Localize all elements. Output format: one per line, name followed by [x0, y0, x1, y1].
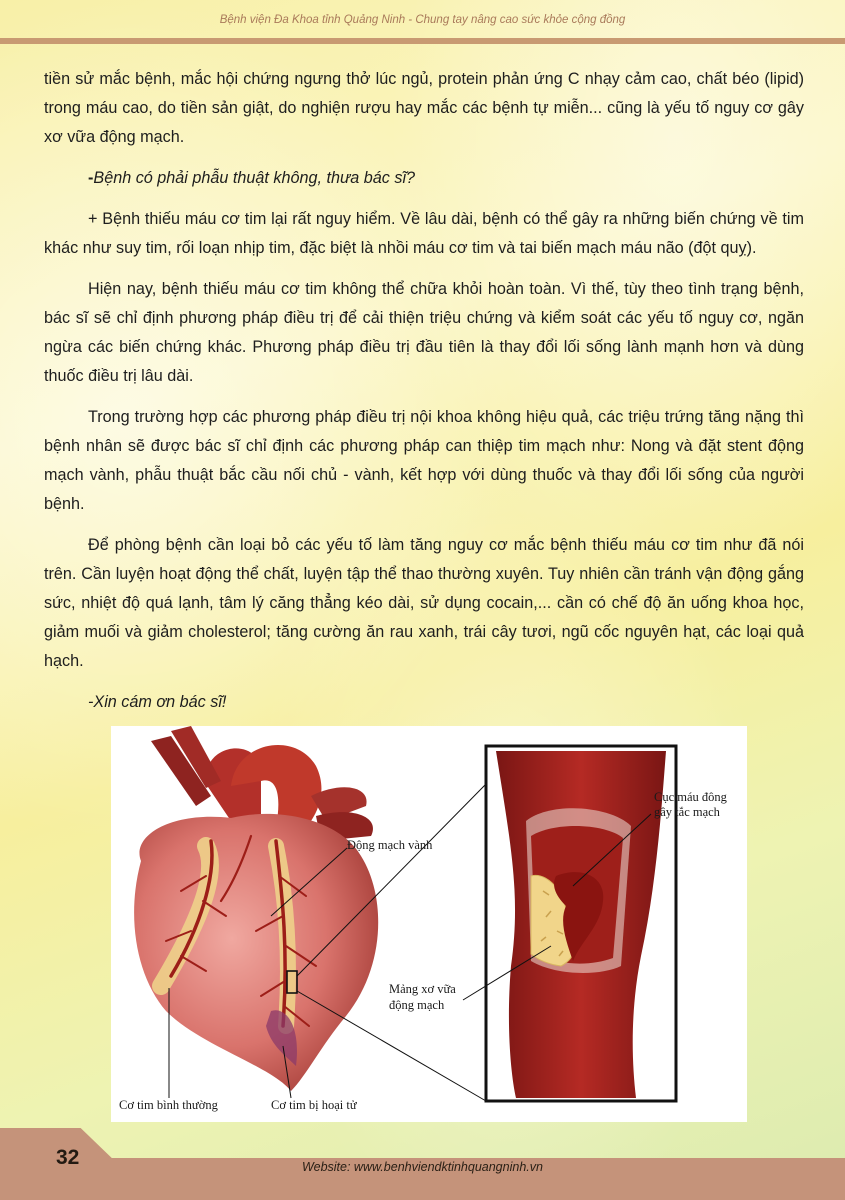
question-dash: - [88, 169, 94, 187]
paragraph-treatment: Hiện nay, bệnh thiếu máu cơ tim không thể chữa khỏi hoàn toàn. Vì thế, tùy theo tình trạng bệnh, bác sĩ sẽ chỉ định phương pháp điều trị để cải thiện triệu chứng và kiểm soát các yếu tố nguy cơ, ngăn ngừa các biến chứng khác. Phương pháp điều trị đầu tiên là thay đổi lối sống lành mạnh hơn và dùng thuốc điều trị lâu dài. [44, 280, 804, 385]
question-text: Bệnh có phải phẫu thuật không, thưa bác sĩ? [93, 169, 416, 187]
label-coronary-artery: Động mạch vành [347, 838, 433, 852]
heart-illustration [111, 726, 747, 1122]
label-plaque-line1: Mảng xơ vữa [389, 982, 456, 996]
question-surgery [44, 164, 804, 193]
page-number: 32 [56, 1146, 80, 1169]
label-normal-muscle: Cơ tim bình thường [119, 1098, 218, 1112]
article-body [44, 65, 804, 729]
label-clot-line2: gây tắc mạch [654, 805, 720, 819]
label-clot-line1: Cục máu đông [654, 790, 727, 804]
paragraph-danger: + Bệnh thiếu máu cơ tim lại rất nguy hiểm. Về lâu dài, bệnh có thể gây ra những biến chứng về tim khác như suy tim, rối loạn nhịp tim, đặc biệt là nhồi máu cơ tim và tai biến mạch máu não (đột quỵ). [44, 210, 804, 257]
header-rule [0, 38, 845, 44]
label-plaque-line2: động mạch [389, 998, 445, 1012]
closing-thanks: -Xin cám ơn bác sĩ! [88, 693, 227, 711]
heart-diagram [111, 726, 747, 1122]
paragraph-prevention: Để phòng bệnh cần loại bỏ các yếu tố làm tăng nguy cơ mắc bệnh thiếu máu cơ tim như đã nói trên. Cần luyện hoạt động thể chất, luyện tập thể thao thường xuyên. Tuy nhiên cần tránh vận động gắng sức, nhiệt độ quá lạnh, tâm lý căng thẳng kéo dài, sử dụng cocain,... cần có chế độ ăn uống khoa học, giảm muối và giảm cholesterol; tăng cường ăn rau xanh, trái cây tươi, ngũ cốc nguyên hạt, các loại quả hạch. [44, 536, 804, 670]
label-necrotic-muscle: Cơ tim bị hoại tử [271, 1098, 357, 1112]
running-header: Bệnh viện Đa Khoa tỉnh Quảng Ninh - Chung tay nâng cao sức khỏe cộng đồng [219, 14, 626, 26]
paragraph-intervention: Trong trường hợp các phương pháp điều trị nội khoa không hiệu quả, các triệu trứng tăng nặng thì bệnh nhân sẽ được bác sĩ chỉ định các phương pháp can thiệp tim mạch như: Nong và đặt stent động mạch vành, phẫu thuật bắc cầu nối chủ - vành, kết hợp với dùng thuốc và thay đổi lối sống của người bệnh. [44, 408, 804, 513]
paragraph-risk-factors: tiền sử mắc bệnh, mắc hội chứng ngưng thở lúc ngủ, protein phản ứng C nhạy cảm cao, chất béo (lipid) trong máu cao, do tiền sản giật, do nghiện rượu hay mắc các bệnh tự miễn... cũng là yếu tố nguy cơ gây xơ vữa động mạch. [44, 70, 804, 146]
footer-website: Website: www.benhviendktinhquangninh.vn [302, 1160, 543, 1174]
